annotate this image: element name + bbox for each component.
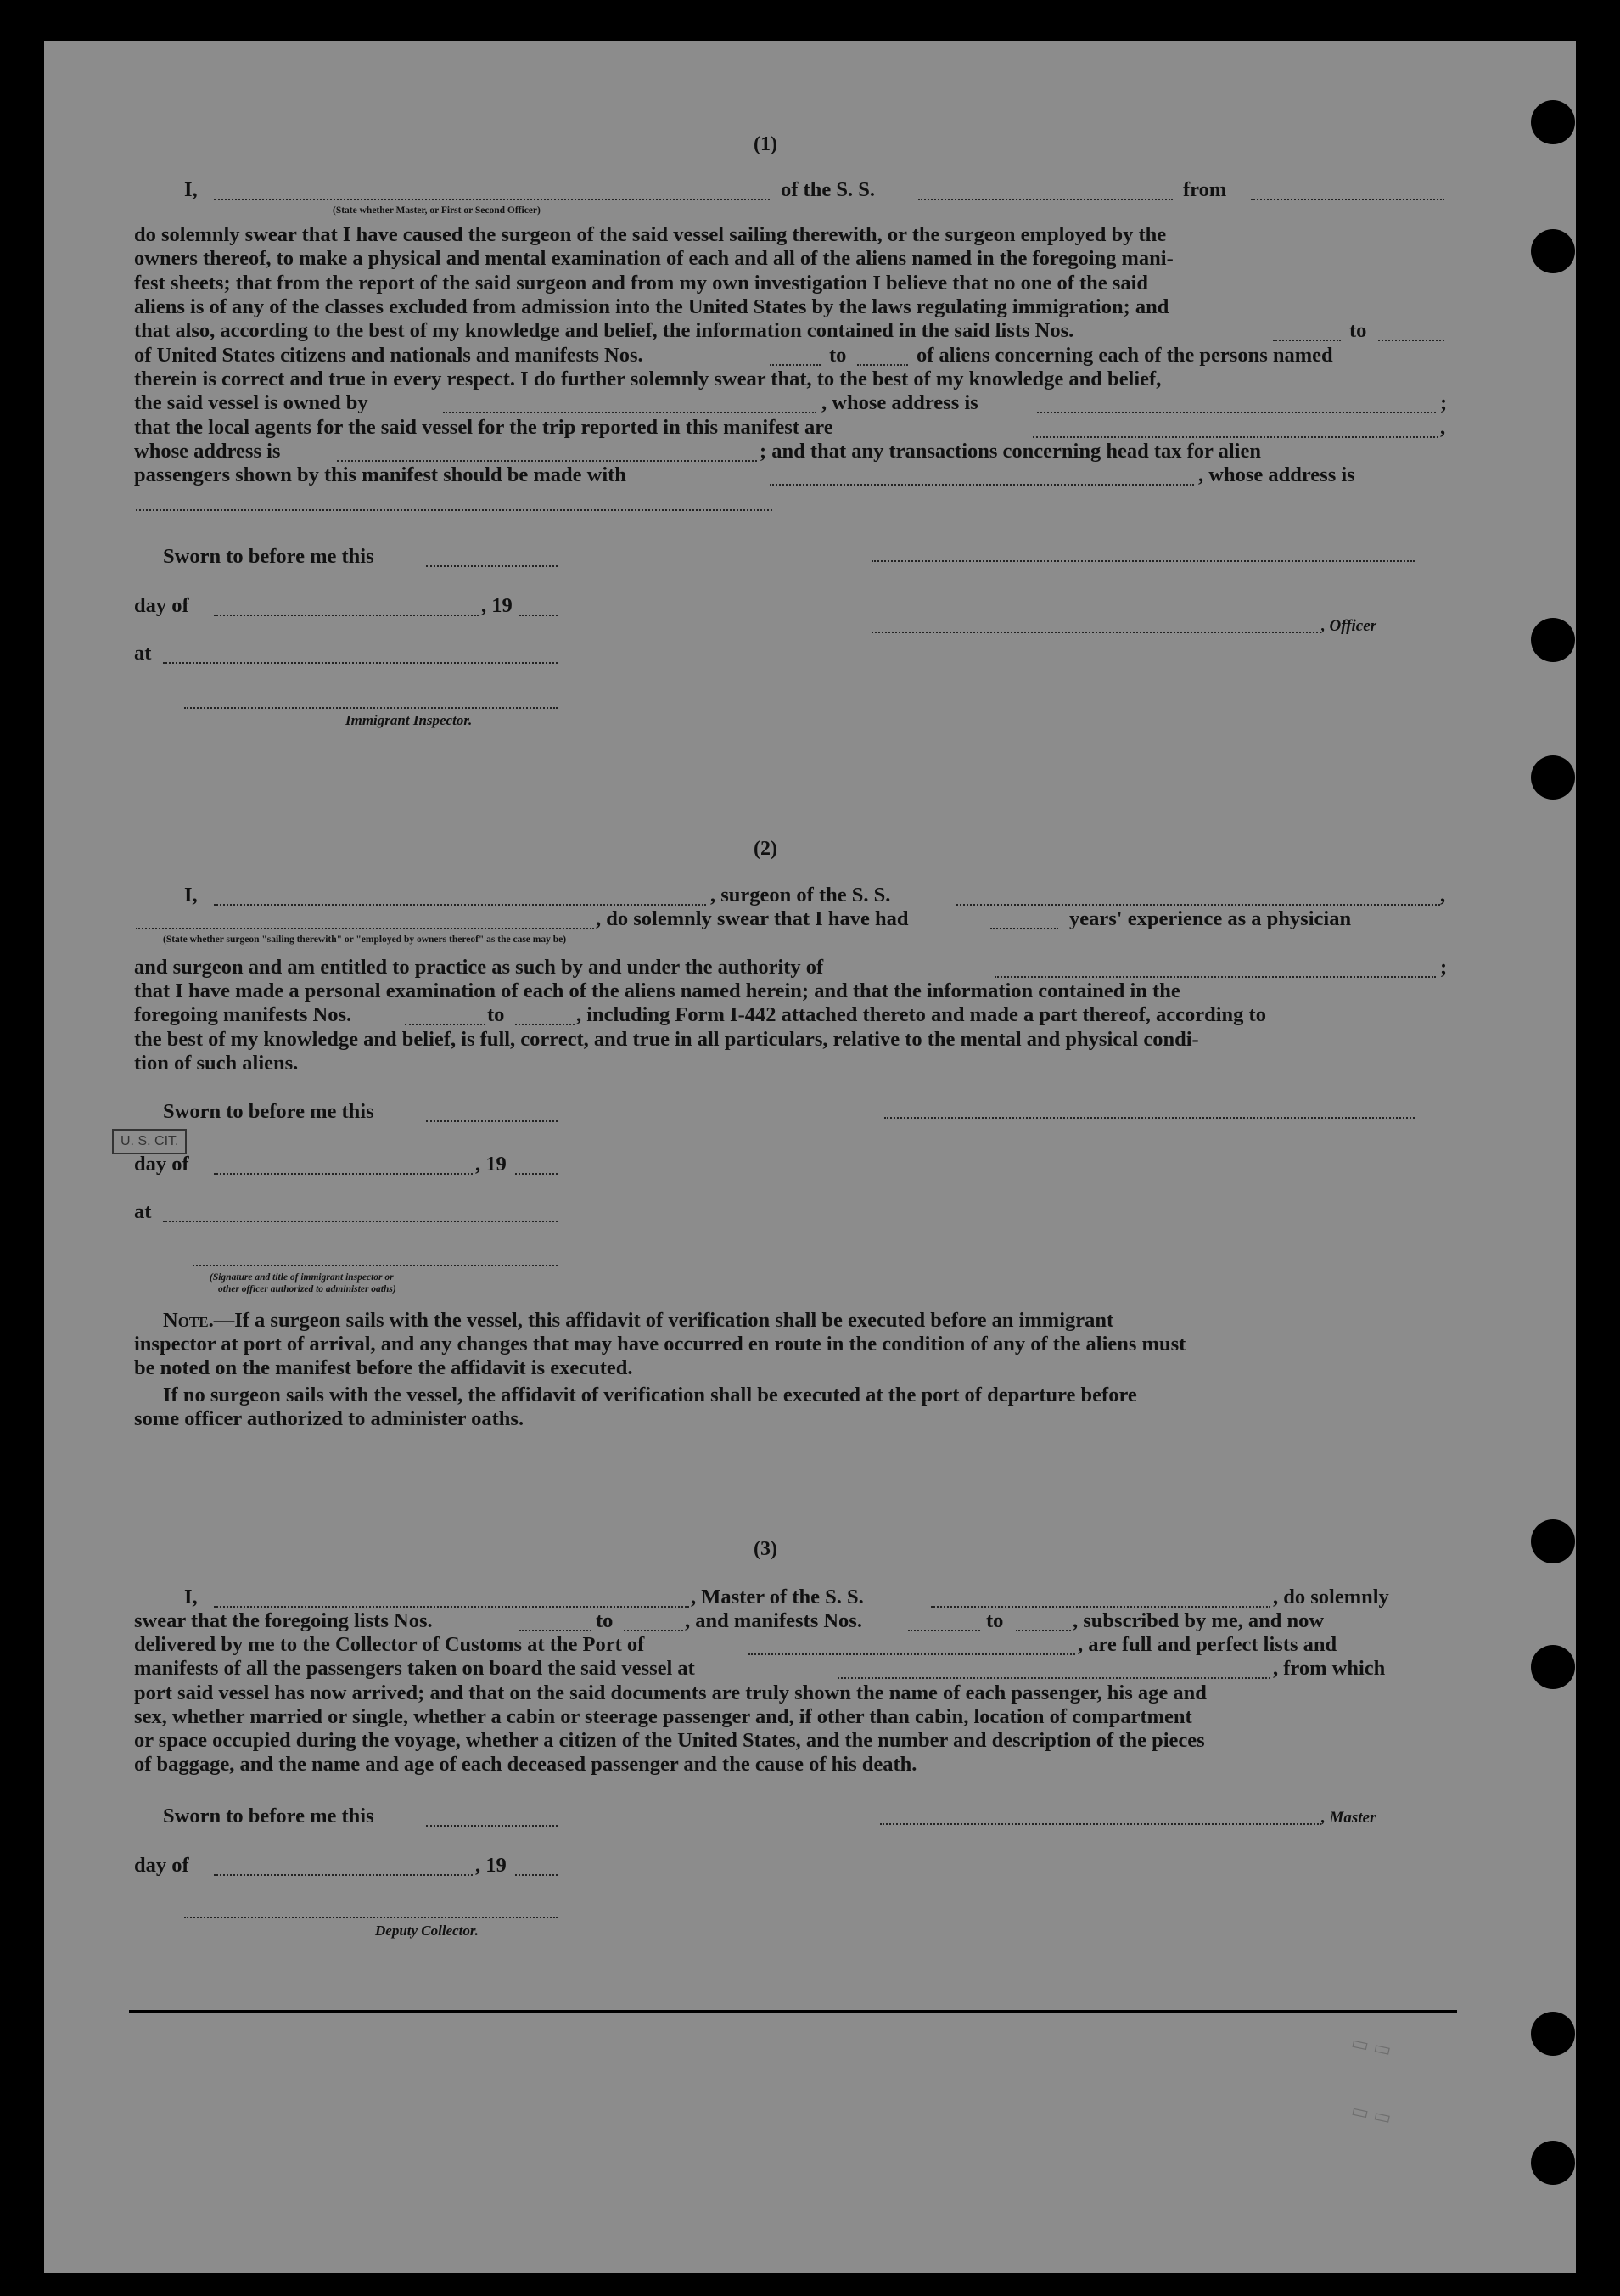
form-text: , including Form I-442 attached thereto and made a part thereof, according to — [576, 1003, 1266, 1026]
signature-line — [193, 1265, 558, 1266]
binder-hole — [1531, 755, 1575, 800]
blank-line — [136, 928, 594, 929]
form-text: the best of my knowledge and belief, is full, correct, and true in all particulars, relative to the mental and physical condi- — [134, 1028, 1199, 1051]
blank-line — [1037, 412, 1436, 413]
form-text: at — [134, 1200, 152, 1223]
stamp: U. S. CIT. — [112, 1129, 187, 1154]
form-text: , 19 — [481, 594, 513, 617]
field-caption: (State whether Master, or First or Second Officer) — [333, 205, 541, 216]
binder-hole — [1531, 618, 1575, 662]
form-text: ; — [1440, 956, 1448, 979]
form-text: therein is correct and true in every respect. I do further solemnly swear that, to the best of my knowledge and belief, — [134, 368, 1162, 390]
blank-line — [908, 1630, 980, 1631]
blank-line — [624, 1630, 683, 1631]
section-heading: (1) — [754, 133, 777, 155]
form-text: delivered by me to the Collector of Customs at the Port of — [134, 1633, 645, 1656]
section-heading: (2) — [754, 838, 777, 860]
blank-line — [214, 199, 770, 200]
blank-line — [337, 460, 757, 462]
binder-hole — [1531, 1645, 1575, 1689]
blank-line — [515, 1874, 558, 1876]
blank-line — [515, 1024, 575, 1025]
blank-line — [214, 1606, 689, 1608]
signature-line — [184, 1917, 558, 1918]
form-text: , — [1440, 416, 1446, 439]
signature-caption: (Signature and title of immigrant inspector or — [210, 1272, 394, 1283]
form-text: port said vessel has now arrived; and that on the said documents are truly shown the name of each passenger, his age and — [134, 1681, 1207, 1704]
form-text: Sworn to before me this — [163, 545, 374, 568]
form-text: , subscribed by me, and now — [1073, 1609, 1325, 1632]
blank-line — [136, 509, 772, 511]
blank-line — [990, 928, 1058, 929]
form-text: of aliens concerning each of the persons named — [917, 344, 1333, 367]
blank-line — [770, 484, 1194, 486]
blank-line — [770, 364, 821, 366]
form-text: the said vessel is owned by — [134, 391, 368, 414]
binder-hole — [1531, 1519, 1575, 1563]
signature-caption: Deputy Collector. — [375, 1923, 479, 1939]
blank-line — [214, 615, 479, 616]
form-text: years' experience as a physician — [1069, 907, 1352, 930]
form-text: of the S. S. — [781, 178, 875, 201]
binder-hole — [1531, 2012, 1575, 2056]
form-text: , 19 — [475, 1153, 507, 1176]
form-text: owners thereof, to make a physical and mental examination of each and all of the aliens named in the foregoing mani- — [134, 247, 1174, 270]
form-text: Sworn to before me this — [163, 1805, 374, 1827]
note-label: Note. — [163, 1309, 214, 1332]
form-text: whose address is — [134, 440, 281, 463]
blank-line — [519, 1630, 591, 1631]
blank-line — [995, 976, 1436, 978]
form-text: sex, whether married or single, whether a cabin or steerage passenger and, if other than cabin, location of compartment — [134, 1705, 1192, 1728]
binder-hole — [1531, 100, 1575, 144]
form-text: do solemnly swear that I have caused the surgeon of the said vessel sailing therewith, or the surgeon employed by the — [134, 223, 1167, 246]
blank-line — [426, 1825, 558, 1827]
form-text: Sworn to before me this — [163, 1100, 374, 1123]
blank-line — [426, 1120, 558, 1122]
form-text: day of — [134, 1854, 189, 1877]
blank-line — [443, 412, 816, 413]
form-text: of baggage, and the name and age of each deceased passenger and the cause of his death. — [134, 1753, 917, 1776]
form-text: aliens is of any of the classes excluded from admission into the United States by the laws regulating immigration; and — [134, 295, 1169, 318]
form-text: to — [487, 1003, 505, 1026]
blank-line — [163, 1221, 558, 1222]
form-text: to — [1349, 319, 1367, 342]
form-page — [44, 41, 1576, 2273]
blank-line — [748, 1653, 1075, 1655]
form-text: fest sheets; that from the report of the said surgeon and from my own investigation I believe that no one of the said — [134, 272, 1148, 295]
bottom-rule — [129, 2010, 1457, 2013]
signature-line — [872, 560, 1415, 562]
form-text: , 19 — [475, 1854, 507, 1877]
form-text: , — [1440, 884, 1446, 907]
form-text: to — [596, 1609, 614, 1632]
blank-line — [515, 1173, 558, 1175]
signature-line — [884, 1117, 1415, 1119]
form-text: , are full and perfect lists and — [1078, 1633, 1337, 1656]
note-text: some officer authorized to administer oaths. — [134, 1407, 524, 1430]
blank-line — [918, 199, 1173, 200]
note-text: inspector at port of arrival, and any changes that may have occurred en route in the condition of any of the aliens must — [134, 1333, 1186, 1356]
note-text: be noted on the manifest before the affidavit is executed. — [134, 1356, 633, 1379]
form-text: from — [1183, 178, 1227, 201]
form-text: that the local agents for the said vessel for the trip reported in this manifest are — [134, 416, 833, 439]
blank-line — [1016, 1630, 1071, 1631]
form-text: foregoing manifests Nos. — [134, 1003, 352, 1026]
blank-line — [1251, 199, 1444, 200]
blank-line — [1273, 340, 1341, 341]
form-text: swear that the foregoing lists Nos. — [134, 1609, 433, 1632]
faint-mark: ▭ ▭ — [1349, 2031, 1393, 2061]
blank-line — [214, 1173, 473, 1175]
faint-mark: ▭ ▭ — [1349, 2099, 1393, 2129]
blank-line — [214, 1874, 473, 1876]
signature-caption: , Master — [1321, 1809, 1376, 1827]
form-text: day of — [134, 1153, 189, 1176]
form-text: at — [134, 642, 152, 665]
form-text: , do solemnly swear that I have had — [596, 907, 909, 930]
form-text: ; — [1440, 391, 1448, 414]
form-text: to — [986, 1609, 1004, 1632]
form-text: day of — [134, 594, 189, 617]
blank-line — [838, 1677, 1270, 1679]
blank-line — [163, 662, 558, 664]
form-text: I, — [184, 178, 198, 201]
blank-line — [519, 615, 558, 616]
form-text: , whose address is — [1198, 463, 1355, 486]
form-text: , from which — [1273, 1657, 1386, 1680]
form-text: and surgeon and am entitled to practice as such by and under the authority of — [134, 956, 824, 979]
form-text: , whose address is — [821, 391, 978, 414]
blank-line — [857, 364, 908, 366]
blank-line — [426, 565, 558, 567]
form-text: to — [829, 344, 847, 367]
signature-line — [184, 707, 558, 709]
signature-caption: , Officer — [1321, 617, 1377, 635]
signature-caption: other officer authorized to administer oaths) — [218, 1284, 396, 1294]
form-text: , surgeon of the S. S. — [710, 884, 891, 907]
blank-line — [931, 1606, 1270, 1608]
signature-line — [872, 632, 1321, 633]
form-text: that also, according to the best of my knowledge and belief, the information contained in the said lists Nos. — [134, 319, 1074, 342]
blank-line — [214, 904, 706, 906]
note-text: If no surgeon sails with the vessel, the affidavit of verification shall be executed at the port of departure before — [163, 1384, 1137, 1406]
blank-line — [1033, 436, 1438, 438]
form-text: passengers shown by this manifest should be made with — [134, 463, 626, 486]
form-text: manifests of all the passengers taken on board the said vessel at — [134, 1657, 695, 1680]
blank-line — [1378, 340, 1444, 341]
field-caption: (State whether surgeon "sailing therewith" or "employed by owners thereof" as the case may be) — [163, 935, 567, 945]
form-text: ; and that any transactions concerning head tax for alien — [760, 440, 1261, 463]
form-text: , do solemnly — [1273, 1586, 1389, 1608]
section-heading: (3) — [754, 1538, 777, 1560]
form-text: I, — [184, 1586, 198, 1608]
form-text: I, — [184, 884, 198, 907]
form-text: tion of such aliens. — [134, 1052, 299, 1075]
form-text: , and manifests Nos. — [685, 1609, 862, 1632]
binder-hole — [1531, 229, 1575, 273]
form-text: that I have made a personal examination of each of the aliens named herein; and that the information contained in the — [134, 980, 1180, 1002]
note-line — [163, 1311, 1113, 1332]
signature-line — [880, 1823, 1321, 1825]
binder-hole — [1531, 2141, 1575, 2185]
form-text: , Master of the S. S. — [691, 1586, 864, 1608]
signature-caption: Immigrant Inspector. — [345, 712, 473, 728]
blank-line — [956, 904, 1440, 906]
form-text: of United States citizens and nationals and manifests Nos. — [134, 344, 643, 367]
form-text: or space occupied during the voyage, whether a citizen of the United States, and the number and description of the pieces — [134, 1729, 1205, 1752]
note-text: —If a surgeon sails with the vessel, this affidavit of verification shall be executed before an immigrant — [213, 1309, 1114, 1332]
blank-line — [405, 1024, 485, 1025]
